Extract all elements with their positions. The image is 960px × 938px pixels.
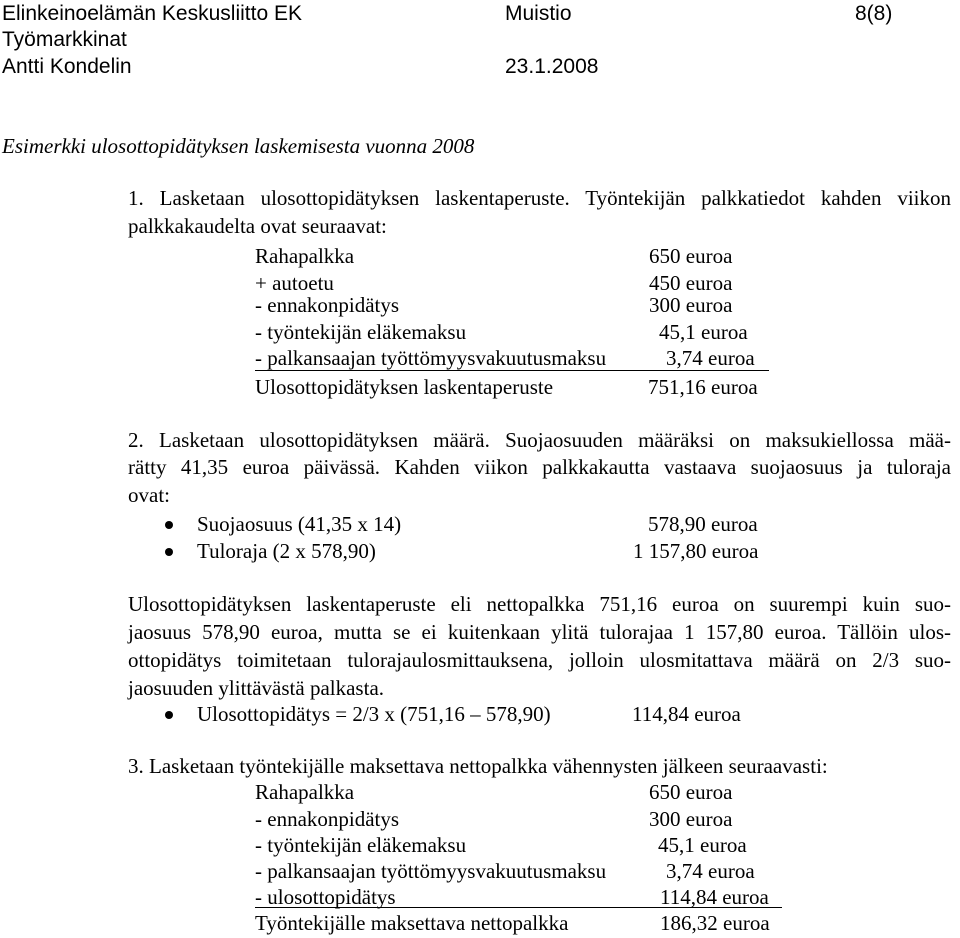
author: Antti Kondelin <box>2 55 132 78</box>
s3-sum-underline <box>255 907 782 908</box>
s3-row-value: 45,1 euroa <box>658 833 747 857</box>
bullet-icon <box>165 711 173 719</box>
s1-row-value: 650 euroa <box>649 244 733 268</box>
s1-row-label: - työntekijän eläkemaksu <box>255 320 467 344</box>
org-name: Elinkeinoelämän Keskusliitto EK <box>2 2 302 25</box>
doc-type: Muistio <box>505 2 572 25</box>
s1-row-label: + autoetu <box>255 271 334 295</box>
s1-row-value: 450 euroa <box>649 271 733 295</box>
s3-row-value: 650 euroa <box>649 780 733 804</box>
section3-intro: 3. Lasketaan työntekijälle maksettava nettopalkka vähennysten jälkeen seuraavasti: <box>128 754 828 778</box>
section2-line1: 2. Lasketaan ulosottopidätyksen määrä. Suojaosuuden määräksi on maksukiellossa mää- <box>128 428 951 452</box>
section1-intro-line1: 1. Lasketaan ulosottopidätyksen laskentaperuste. Työntekijän palkkatiedot kahden viikon <box>128 186 951 210</box>
s1-total-label: Ulosottopidätyksen laskentaperuste <box>255 375 554 399</box>
section1-intro-line2: palkkakaudelta ovat seuraavat: <box>128 214 387 238</box>
s2-bullet-value: 578,90 euroa <box>648 512 758 536</box>
page-number: 8(8) <box>855 2 893 25</box>
s2-paragraph-line: ottopidätys toimitetaan tulorajaulosmittauksena, jolloin ulosmitattava määrä on 2/3 suo- <box>128 648 951 672</box>
s1-row-label: - palkansaajan työttömyysvakuutusmaksu <box>255 346 607 370</box>
s3-total-value: 186,32 euroa <box>660 911 770 935</box>
s1-row-value: 45,1 euroa <box>659 320 748 344</box>
s3-row-label: - ulosottopidätys <box>255 885 396 909</box>
s2-result-value: 114,84 euroa <box>632 702 741 726</box>
s3-row-label: Rahapalkka <box>255 780 355 804</box>
s2-result-label: Ulosottopidätys = 2/3 x (751,16 – 578,90) <box>197 702 551 726</box>
bullet-icon <box>165 548 173 556</box>
s3-total-label: Työntekijälle maksettava nettopalkka <box>255 911 569 935</box>
s1-row-value: 3,74 euroa <box>666 346 755 370</box>
section2-line2: rätty 41,35 euroa päivässä. Kahden viikon palkkakautta vastaava suojaosuus ja tuloraja <box>128 455 951 479</box>
s1-row-label: - ennakonpidätys <box>255 293 400 317</box>
s1-total-value: 751,16 euroa <box>648 375 758 399</box>
s1-row-value: 300 euroa <box>649 293 733 317</box>
s2-bullet-label: Tuloraja (2 x 578,90) <box>197 539 376 563</box>
s1-row-label: Rahapalkka <box>255 244 355 268</box>
s1-sum-underline <box>255 370 769 371</box>
section2-line3: ovat: <box>128 483 170 507</box>
department: Työmarkkinat <box>2 28 127 51</box>
s3-row-value: 300 euroa <box>649 807 733 831</box>
memo-date: 23.1.2008 <box>505 55 599 78</box>
s2-paragraph-line: jaosuuden ylittävästä palkasta. <box>128 676 385 700</box>
s3-row-label: - ennakonpidätys <box>255 807 400 831</box>
s3-row-label: - palkansaajan työttömyysvakuutusmaksu <box>255 859 607 883</box>
document-title: Esimerkki ulosottopidätyksen laskemisesta vuonna 2008 <box>2 134 475 158</box>
s2-bullet-label: Suojaosuus (41,35 x 14) <box>197 512 402 536</box>
s2-bullet-value: 1 157,80 euroa <box>633 539 759 563</box>
bullet-icon <box>165 521 173 529</box>
s2-paragraph-line: jaosuus 578,90 euroa, mutta se ei kuitenkaan ylitä tulorajaa 1 157,80 euroa. Tällöin ulos- <box>128 620 951 644</box>
s2-paragraph-line: Ulosottopidätyksen laskentaperuste eli nettopalkka 751,16 euroa on suurempi kuin suo- <box>128 592 951 616</box>
s3-row-value: 114,84 euroa <box>660 885 769 909</box>
s3-row-value: 3,74 euroa <box>666 859 755 883</box>
s3-row-label: - työntekijän eläkemaksu <box>255 833 467 857</box>
